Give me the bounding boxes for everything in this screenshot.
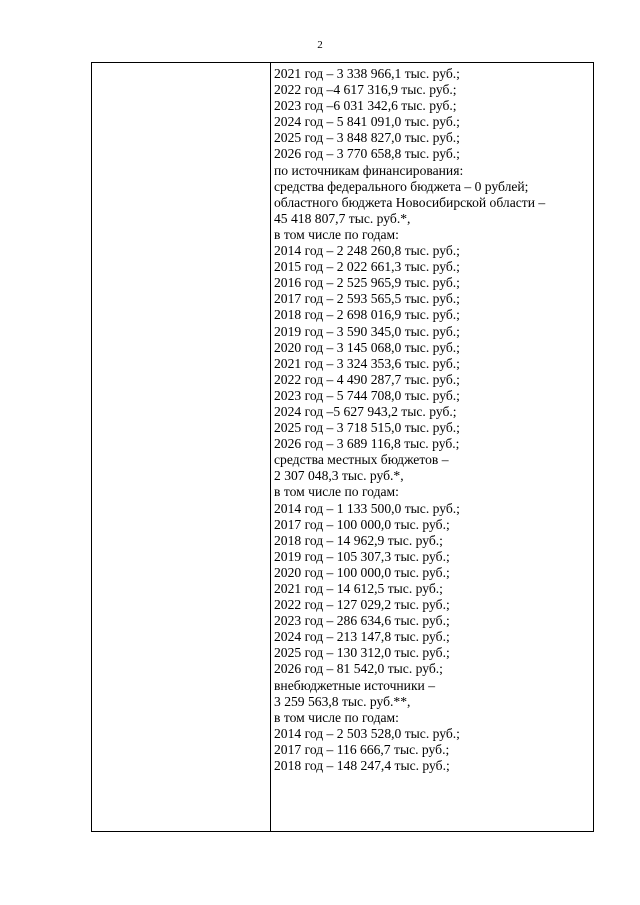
text-line: 2019 год – 105 307,3 тыс. руб.; [274, 548, 450, 564]
text-line: 2025 год – 3 718 515,0 тыс. руб.; [274, 420, 460, 436]
text-line: 2020 год – 3 145 068,0 тыс. руб.; [274, 339, 460, 355]
text-line: 2022 год –4 617 316,9 тыс. руб.; [274, 82, 457, 98]
text-line: 2022 год – 127 029,2 тыс. руб.; [274, 597, 450, 613]
text-line: внебюджетные источники – [274, 677, 436, 693]
text-line: 2021 год – 14 612,5 тыс. руб.; [274, 581, 443, 596]
text-line: 2021 год – 3 338 966,1 тыс. руб.; [274, 66, 460, 81]
text-line: 2026 год – 81 542,0 тыс. руб.; [274, 661, 443, 677]
text-line: 2015 год – 2 022 661,3 тыс. руб.; [274, 259, 460, 275]
text-line: 2025 год – 3 848 827,0 тыс. руб.; [274, 130, 460, 146]
text-line: 2026 год – 3 770 658,8 тыс. руб.; [274, 146, 460, 162]
financing-table [91, 62, 594, 832]
text-line: средства федерального бюджета – 0 рублей; [274, 178, 529, 194]
text-line: 2026 год – 3 689 116,8 тыс. руб.; [274, 436, 460, 452]
text-line: 2018 год – 14 962,9 тыс. руб.; [274, 532, 443, 548]
text-line: 2 307 048,3 тыс. руб.*, [274, 468, 404, 484]
text-line: в том числе по годам: [274, 226, 399, 242]
text-line: 2018 год – 2 698 016,9 тыс. руб.; [274, 307, 460, 323]
text-line: 3 259 563,8 тыс. руб.**, [274, 693, 411, 709]
text-line: 2014 год – 1 133 500,0 тыс. руб.; [274, 500, 460, 516]
text-line: 2023 год – 286 634,6 тыс. руб.; [274, 613, 450, 629]
text-line: 2019 год – 3 590 345,0 тыс. руб.; [274, 323, 460, 339]
text-line: 2022 год – 4 490 287,7 тыс. руб.; [274, 371, 460, 387]
text-line: 2017 год – 2 593 565,5 тыс. руб.; [274, 291, 460, 307]
text-line: по источникам финансирования: [274, 162, 464, 178]
page-number: 2 [317, 39, 323, 51]
text-line: 2024 год – 5 841 091,0 тыс. руб.; [274, 114, 460, 130]
text-line: областного бюджета Новосибирской области – [274, 194, 546, 210]
text-line: 2020 год – 100 000,0 тыс. руб.; [274, 564, 450, 580]
text-line: средства местных бюджетов – [274, 452, 449, 468]
text-line: 2024 год – 213 147,8 тыс. руб.; [274, 629, 450, 645]
table-right-cell [272, 66, 593, 774]
text-line: 2014 год – 2 248 260,8 тыс. руб.; [274, 243, 460, 259]
text-line: 2016 год – 2 525 965,9 тыс. руб.; [274, 275, 460, 291]
text-line: 2023 год – 5 744 708,0 тыс. руб.; [274, 387, 460, 403]
text-line: 2017 год – 116 666,7 тыс. руб.; [274, 741, 450, 757]
text-line: 2021 год – 3 324 353,6 тыс. руб.; [274, 355, 460, 371]
text-line: 2014 год – 2 503 528,0 тыс. руб.; [274, 725, 460, 741]
text-line: 45 418 807,7 тыс. руб.*, [274, 210, 411, 226]
text-line: 2018 год – 148 247,4 тыс. руб.; [274, 758, 450, 774]
text-line: в том числе по годам: [274, 709, 399, 725]
text-line: в том числе по годам: [274, 484, 399, 500]
text-line: 2023 год –6 031 342,6 тыс. руб.; [274, 98, 457, 114]
text-line: 2024 год –5 627 943,2 тыс. руб.; [274, 403, 457, 419]
table-left-cell [92, 63, 271, 831]
text-line: 2025 год – 130 312,0 тыс. руб.; [274, 645, 450, 661]
text-line: 2017 год – 100 000,0 тыс. руб.; [274, 516, 450, 532]
